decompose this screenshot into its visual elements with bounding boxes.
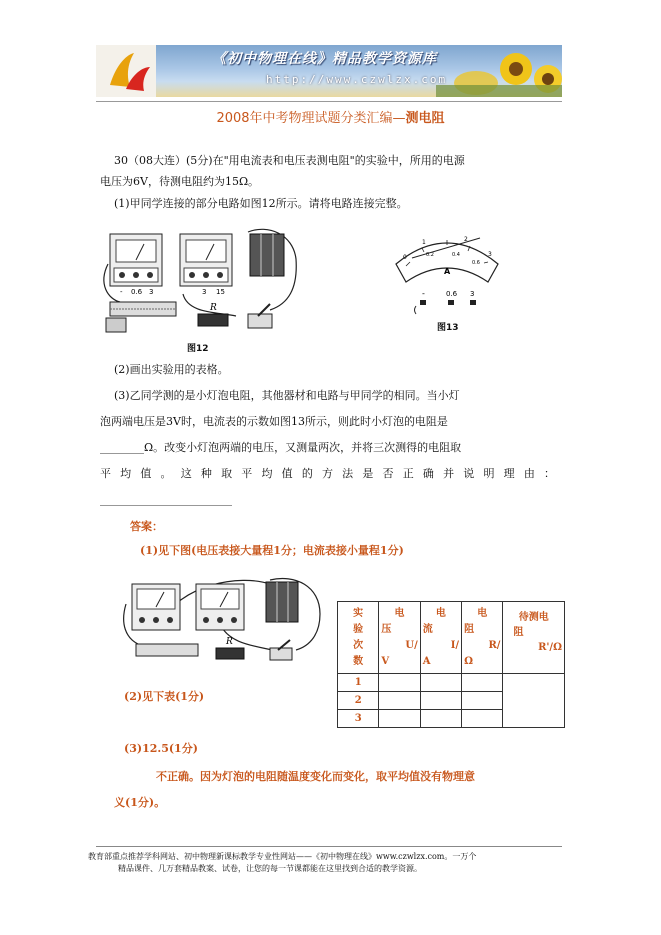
header-trial: 实 验 次 数 [338,602,379,674]
fig13-scale-3: 3 [488,251,492,258]
fig13-scale-02: 0.2 [426,252,434,258]
fig13-scale-2: 2 [464,236,468,243]
fig12-label-06: 0.6 [131,288,143,296]
table-cell [462,710,503,728]
question-part-2: (2)画出实验用的表格。 [114,363,229,376]
fig13-scale-1: 1 [422,239,426,246]
resistor-icon [198,314,228,326]
table-row-1-label: 1 [338,674,379,692]
answer-fig-label-R: R [226,637,233,647]
answer-blank-line: ________________________ [100,493,232,506]
figure-13-caption: 图13 [437,323,459,333]
footer-line-1: 教育部重点推荐学科网站、初中物理新课标教学专业性网站——《初中物理在线》www.czwlzx.com。一万个 [88,852,477,861]
header-banner [96,45,562,97]
fig12-label-minus: - [120,288,123,296]
table-cell [420,692,461,710]
answer-battery-icon [266,582,298,622]
figure-13-ammeter [392,226,502,326]
data-table [337,601,565,728]
footer [88,851,588,875]
question-part-3-line-3: ________Ω。改变小灯泡两端的电压，又测量两次，并将三次测得的电阻取 [100,441,462,454]
fig13-label-A: A [444,267,451,276]
table-cell-merged [503,674,565,728]
table-cell [462,674,503,692]
switch-icon [248,314,272,328]
banner-title: 《初中物理在线》精品教学资源库 [212,51,437,67]
footer-divider [96,846,562,847]
question-line-1: 30（08大连）(5分)在"用电流表和电压表测电阻"的实验中，所用的电源 [114,154,465,167]
header-current: 电 流 I/ A [420,602,461,674]
fig12-label-15: 15 [216,288,225,296]
fig13-scale-06: 0.6 [472,260,480,266]
question-line-2: 电压为6V，待测电阻约为15Ω。 [100,175,260,188]
battery-icon [250,234,284,276]
page-title: 2008年中考物理试题分类汇编—测电阻 [216,111,445,126]
page-title-topic: 测电阻 [405,111,445,126]
fig12-label-R: R [210,303,217,313]
table-cell [462,692,503,710]
table-row-2-label: 2 [338,692,379,710]
answer-reason-line-2: 义(1分)。 [114,796,166,809]
fig13-scale-0: 0 [403,254,407,261]
table-cell [379,674,420,692]
fig13-label-minus: - [422,289,425,298]
answer-switch-icon [270,648,292,660]
fig13-scale-04: 0.4 [452,252,460,258]
banner-url[interactable]: http://www.czwlzx.com [266,73,448,86]
question-part-1: (1)甲同学连接的部分电路如图12所示。请将电路连接完整。 [114,197,408,210]
fig12-label-3b: 3 [202,288,207,296]
question-part-3-line-4: 平均值。这种取平均值的方法是否正确并说明理由： [100,467,555,480]
answer-label: 答案： [130,520,163,533]
table-cell [420,710,461,728]
header-voltage: 电 压 U/ V [379,602,420,674]
header-resistance: 电 阻 R/ Ω [462,602,503,674]
page-title-main: 2008年中考物理试题分类汇编 [216,111,393,126]
fig13-label-3: 3 [470,290,475,298]
table-row-3-label: 3 [338,710,379,728]
fig12-label-3: 3 [149,288,154,296]
answer-reason-line-1: 不正确。因为灯泡的电阻随温度变化而变化，取平均值没有物理意 [156,770,475,783]
table-cell [420,674,461,692]
question-part-3-line-1: (3)乙同学测的是小灯泡电阻，其他器材和电路与甲同学的相同。当小灯 [114,389,460,402]
table-cell [379,710,420,728]
header-measured-resistance: 待测电 阻 R'/Ω [503,602,565,674]
header-divider [96,101,562,102]
answer-circuit-figure [120,574,330,666]
answer-part-2: (2)见下表(1分) [124,690,205,703]
figure-12-circuit [98,224,304,354]
answer-part-1: (1)见下图(电压表接大量程1分；电流表接小量程1分) [140,544,404,557]
figure-12-caption: 图12 [187,344,209,354]
question-part-3-line-2: 泡两端电压是3V时，电流表的示数如图13所示，则此时小灯泡的电阻是 [100,415,448,428]
answer-rheostat-icon [136,644,198,656]
footer-line-2: 精品课件、几万套精品教案、试卷，让您的每一节课都能在这里找到合适的教学资源。 [118,864,422,873]
fig13-label-06: 0.6 [446,290,458,298]
table-cell [379,692,420,710]
answer-part-3: (3)12.5(1分) [124,742,198,755]
answer-resistor-icon [216,648,244,659]
